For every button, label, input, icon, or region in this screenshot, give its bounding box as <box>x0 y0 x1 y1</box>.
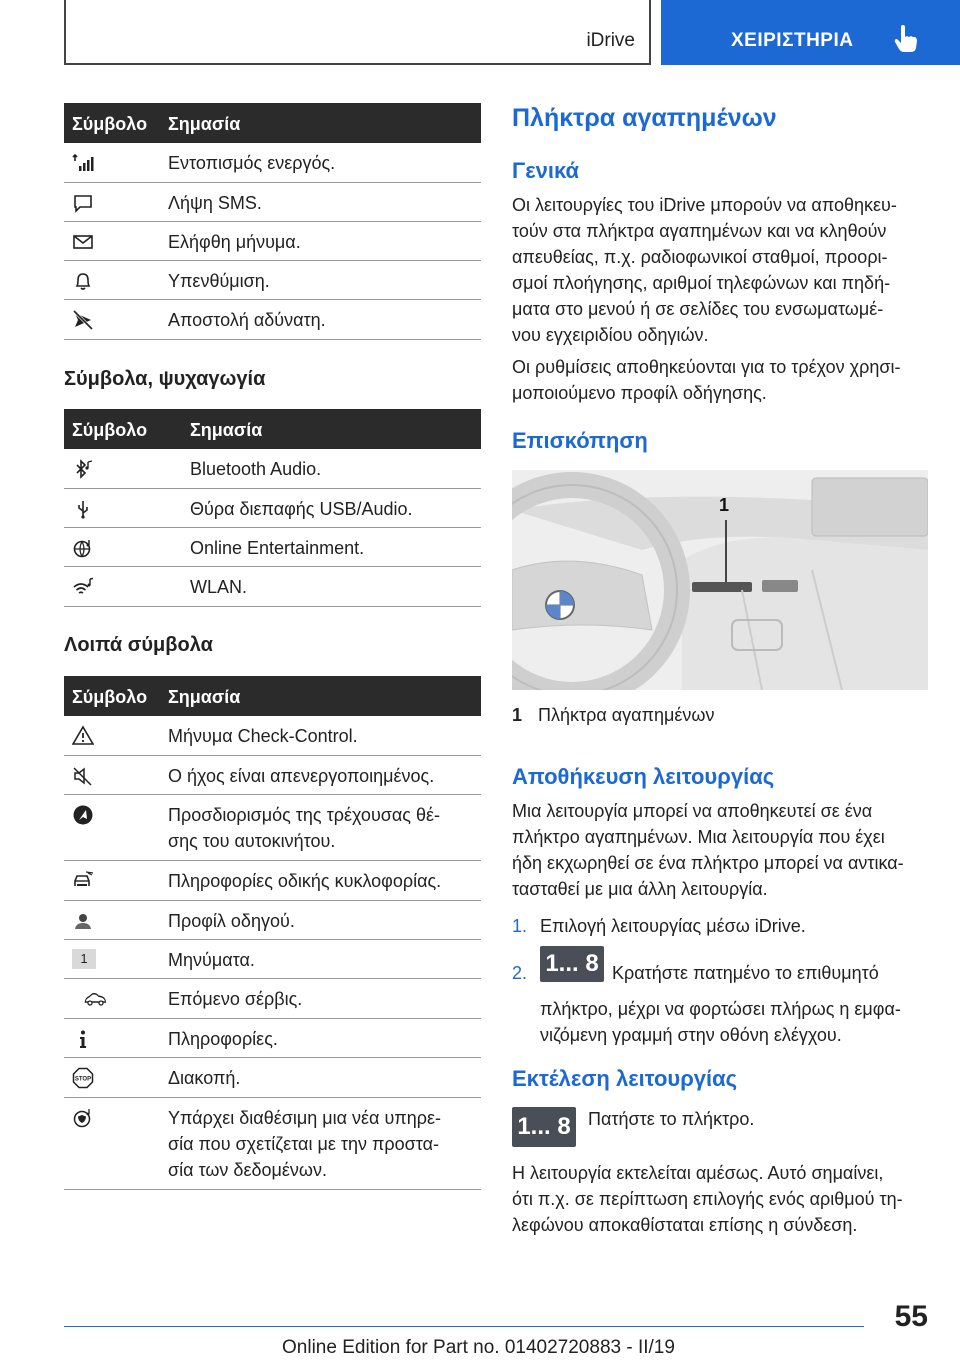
table-row <box>64 567 481 607</box>
usb-icon <box>72 498 94 520</box>
row-meaning: Αποστολή αδύνατη. <box>168 310 326 330</box>
header-section: iDrive <box>586 30 635 51</box>
header-chapter-tab <box>661 0 960 65</box>
signal-bars-icon <box>72 152 94 174</box>
stop-icon <box>72 1067 94 1089</box>
row-meaning: Ο ήχος είναι απενεργοποιημένος. <box>168 766 435 786</box>
driver-profile-icon <box>72 910 94 932</box>
column-header-meaning: Σημασία <box>168 114 241 134</box>
navigation-arrow-icon <box>72 804 94 826</box>
row-meaning: Μηνύματα. <box>168 950 255 970</box>
table-header <box>64 409 481 449</box>
globe-icon <box>72 537 94 559</box>
envelope-icon <box>72 231 94 253</box>
table-header <box>64 103 481 143</box>
column-header-meaning: Σημασία <box>168 687 241 707</box>
row-meaning: Bluetooth Audio. <box>190 459 322 479</box>
speech-bubble-icon <box>72 192 94 214</box>
bluetooth-audio-icon <box>72 458 94 480</box>
row-meaning: Ελήφθη μήνυμα. <box>168 232 301 252</box>
paragraph-store: Μια λειτουργία μπορεί να αποθηκευτεί σε ένα πλήκτρο αγαπημένων. Μια λειτουργία που έχει ήδη εκχωρηθεί σε ένα πλήκτρο μπορεί να αντικα- τασταθεί με μια άλλη λειτουργία. <box>512 801 904 899</box>
info-icon <box>72 1028 94 1050</box>
row-meaning: Προσδιορισμός της τρέχουσας θέ- σης του αυτοκινήτου. <box>168 805 441 851</box>
symbols-table-status <box>64 103 481 340</box>
section-heading-other: Λοιπά σύμβολα <box>64 634 213 656</box>
warning-triangle-icon <box>72 725 94 747</box>
dashboard-illustration <box>512 470 928 690</box>
figure-legend: 1 Πλήκτρα αγαπημένων <box>512 705 715 725</box>
privacy-shield-icon <box>72 1107 94 1129</box>
table-row <box>64 143 481 183</box>
table-row <box>64 528 481 567</box>
step-1: 1. Επιλογή λειτουργίας μέσω iDrive. <box>512 916 806 936</box>
paragraph-general-1: Οι λειτουργίες του iDrive μπορούν να αποθηκευ- τούν στα πλήκτρα αγαπημένων και να κληθούν απευθείας, π.χ. ραδιοφωνικοί σταθμοί, προορι- σμοί πλοήγησης, αριθμοί τηλεφώνων και πηδή- ματα στο μενού ή σε σελίδες του ενσωματωμέ- νου εγχειριδίου οδηγιών. <box>512 195 897 345</box>
symbols-table-other <box>64 676 481 1190</box>
traffic-info-icon <box>72 870 94 892</box>
row-meaning: Υπενθύμιση. <box>168 271 270 291</box>
wlan-icon <box>72 576 94 598</box>
row-meaning: Θύρα διεπαφής USB/Audio. <box>190 499 413 519</box>
svg-text:STOP: STOP <box>74 1076 92 1083</box>
footer-edition: Online Edition for Part no. 01402720883 - II/19 <box>282 1337 675 1358</box>
table-row <box>64 1098 481 1190</box>
heading-overview: Επισκόπηση <box>512 428 648 453</box>
table-row <box>64 183 481 222</box>
header-frame <box>64 0 651 65</box>
page-number: 55 <box>894 1300 928 1333</box>
step-2: 2. 1... 8 Κρατήστε πατημένο το επιθυμητό πλήκτρο, μέχρι να φορτώσει πλήρως η εμφα- νιζόμενη γραμμή στην οθόνη ελέγχου. <box>512 946 932 1048</box>
chapter-label: ΧΕΙΡΙΣΤΗΡΙΑ <box>731 30 854 51</box>
favorite-key-button: 1... 8 <box>512 1107 576 1147</box>
table-row <box>64 861 481 901</box>
section-heading-entertainment: Σύμβολα, ψυχαγωγία <box>64 368 266 390</box>
page-title: Πλήκτρα αγαπημένων <box>512 104 777 132</box>
table-row <box>64 1019 481 1058</box>
table-row <box>64 1058 481 1098</box>
favorite-key-button: 1... 8 <box>540 946 604 982</box>
table-header <box>64 676 481 716</box>
footer-rule <box>64 1326 864 1327</box>
row-meaning: WLAN. <box>190 577 248 597</box>
paragraph-execute: Η λειτουργία εκτελείται αμέσως. Αυτό σημαίνει, ότι π.χ. σε περίπτωση επιλογής ενός αριθμού τη- λεφώνου αποκαθίσταται επίσης η σύνδεση. <box>512 1163 903 1235</box>
heading-store-function: Αποθήκευση λειτουργίας <box>512 764 775 789</box>
table-row <box>64 940 481 979</box>
hand-pointer-icon <box>893 24 919 54</box>
table-row <box>64 300 481 340</box>
row-meaning: Διακοπή. <box>168 1068 241 1088</box>
heading-execute-function: Εκτέλεση λειτουργίας <box>512 1066 738 1091</box>
row-meaning: Πληροφορίες οδικής κυκλοφορίας. <box>168 871 442 891</box>
row-meaning: Πληροφορίες. <box>168 1029 278 1049</box>
table-row <box>64 489 481 528</box>
speaker-muted-icon <box>72 765 94 787</box>
column-header-symbol: Σύμβολο <box>72 114 148 134</box>
table-row <box>64 222 481 261</box>
table-row <box>64 716 481 756</box>
table-row <box>64 756 481 795</box>
column-header-meaning: Σημασία <box>190 420 263 440</box>
row-meaning: Εντοπισμός ενεργός. <box>168 153 336 173</box>
row-meaning: Υπάρχει διαθέσιμη μια νέα υπηρε- σία που σχετίζεται με την προστα- σία των δεδομένων. <box>168 1108 441 1180</box>
row-meaning: Λήψη SMS. <box>168 193 262 213</box>
table-row <box>64 261 481 300</box>
send-blocked-icon <box>72 309 94 331</box>
heading-general: Γενικά <box>512 158 580 183</box>
column-header-symbol: Σύμβολο <box>72 420 148 440</box>
row-meaning: Επόμενο σέρβις. <box>168 989 303 1009</box>
paragraph-general-2: Οι ρυθμίσεις αποθηκεύονται για το τρέχον χρησι- μοποιούμενο προφίλ οδήγησης. <box>512 357 901 403</box>
table-row <box>64 979 481 1019</box>
column-header-symbol: Σύμβολο <box>72 687 148 707</box>
table-row <box>64 901 481 940</box>
row-meaning: Προφίλ οδηγού. <box>168 911 295 931</box>
symbols-table-entertainment <box>64 409 481 607</box>
car-service-icon <box>68 988 122 1010</box>
table-row <box>64 449 481 489</box>
messages-badge-icon: 1 <box>72 949 96 969</box>
table-row <box>64 795 481 861</box>
row-meaning: Μήνυμα Check-Control. <box>168 726 358 746</box>
row-meaning: Online Entertainment. <box>190 538 365 558</box>
bell-icon <box>72 270 94 292</box>
figure-callout: 1 <box>719 495 730 515</box>
